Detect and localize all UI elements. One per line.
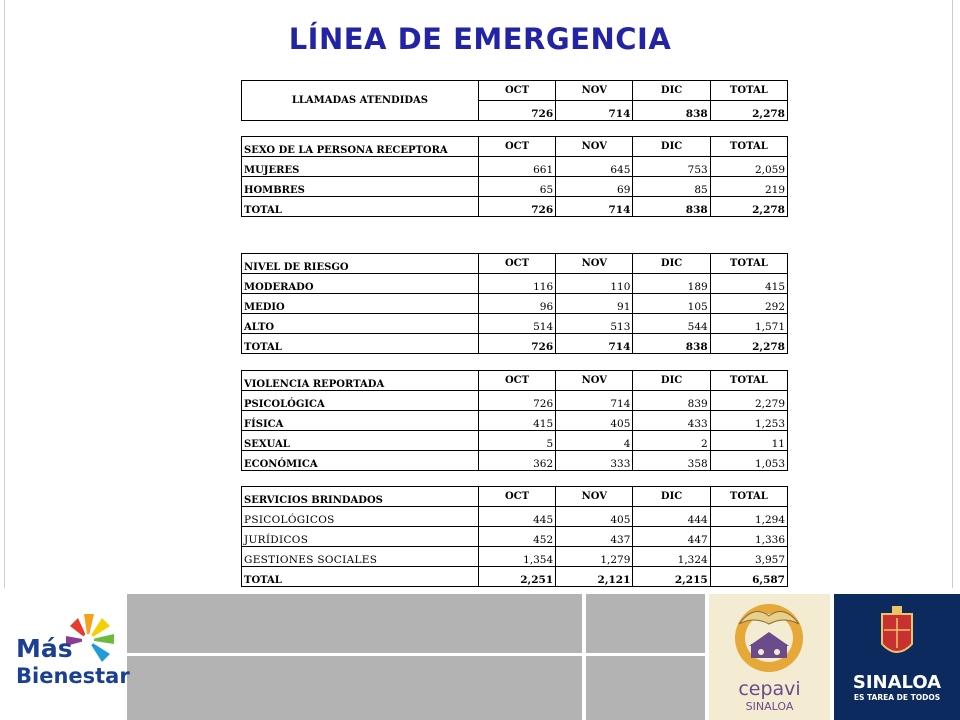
cell-total: 2,059: [710, 157, 787, 177]
cell-oct: 514: [478, 314, 555, 334]
row-label: MODERADO: [242, 274, 479, 294]
cepavi-emblem-icon: [709, 594, 830, 684]
riesgo-label: NIVEL DE RIESGO: [242, 254, 479, 274]
row-label: ECONÓMICA: [242, 451, 479, 471]
cell-nov: 69: [556, 177, 633, 197]
table-row: [242, 294, 788, 314]
cell-total: 415: [710, 274, 787, 294]
cell-nov: 91: [556, 294, 633, 314]
header-total: TOTAL: [710, 254, 787, 274]
page-title: LÍNEA DE EMERGENCIA: [288, 22, 672, 56]
sexo-label: SEXO DE LA PERSONA RECEPTORA: [242, 137, 479, 157]
header-nov: NOV: [556, 81, 633, 101]
cell-nov: 714: [556, 101, 633, 121]
header-dic: DIC: [633, 137, 710, 157]
table-llamadas: [241, 80, 788, 121]
table-row: [242, 507, 788, 527]
cepavi-sub-text: SINALOA: [745, 700, 794, 713]
footer-gray-block: [127, 656, 582, 720]
cell-oct: 116: [478, 274, 555, 294]
table-row: [242, 431, 788, 451]
table-row: [242, 451, 788, 471]
cell-total: 1,294: [710, 507, 787, 527]
sinaloa-sub-text: ES TAREA DE TODOS: [853, 693, 941, 702]
right-border: [952, 0, 953, 588]
cell-total: 3,957: [710, 547, 787, 567]
cell-oct: 726: [478, 391, 555, 411]
mas-logo-text: Más: [16, 634, 73, 663]
cell-nov: 1,279: [556, 547, 633, 567]
cell-dic: 838: [633, 197, 710, 217]
header-oct: OCT: [478, 254, 555, 274]
cell-oct: 726: [478, 101, 555, 121]
cell-dic: 105: [633, 294, 710, 314]
cell-oct: 5: [478, 431, 555, 451]
cell-dic: 838: [633, 101, 710, 121]
header-nov: NOV: [556, 137, 633, 157]
cell-oct: 726: [478, 334, 555, 354]
cell-total: 6,587: [710, 567, 787, 587]
cell-oct: 445: [478, 507, 555, 527]
cell-nov: 2,121: [556, 567, 633, 587]
footer-gray-block: [586, 656, 705, 720]
left-border: [4, 0, 5, 588]
row-label: PSICOLÓGICOS: [242, 507, 479, 527]
row-label: ALTO: [242, 314, 479, 334]
header-dic: DIC: [633, 371, 710, 391]
header-total: TOTAL: [710, 137, 787, 157]
row-label: MEDIO: [242, 294, 479, 314]
cell-total: 1,053: [710, 451, 787, 471]
cell-dic: 2: [633, 431, 710, 451]
cell-total: 1,336: [710, 527, 787, 547]
footer-gray-block: [586, 594, 705, 653]
table-row: [242, 197, 788, 217]
cell-nov: 645: [556, 157, 633, 177]
sinaloa-logo-text: SINALOA: [852, 672, 942, 693]
cell-oct: 362: [478, 451, 555, 471]
header-dic: DIC: [633, 254, 710, 274]
cell-nov: 4: [556, 431, 633, 451]
cell-oct: 65: [478, 177, 555, 197]
row-label: TOTAL: [242, 567, 479, 587]
servicios-label: SERVICIOS BRINDADOS: [242, 487, 479, 507]
row-label: JURÍDICOS: [242, 527, 479, 547]
llamadas-label: LLAMADAS ATENDIDAS: [242, 81, 479, 121]
cell-total: 292: [710, 294, 787, 314]
cell-total: 2,278: [710, 197, 787, 217]
cell-total: 11: [710, 431, 787, 451]
cell-nov: 714: [556, 334, 633, 354]
cell-nov: 333: [556, 451, 633, 471]
cell-oct: 2,251: [478, 567, 555, 587]
header-dic: DIC: [633, 81, 710, 101]
row-label: TOTAL: [242, 334, 479, 354]
cell-total: 219: [710, 177, 787, 197]
table-row: [242, 274, 788, 294]
cell-dic: 2,215: [633, 567, 710, 587]
row-label: FÍSICA: [242, 411, 479, 431]
cell-dic: 839: [633, 391, 710, 411]
cell-dic: 358: [633, 451, 710, 471]
cell-nov: 714: [556, 197, 633, 217]
cell-dic: 189: [633, 274, 710, 294]
cepavi-logo-text: cepavi: [738, 678, 801, 700]
cell-dic: 1,324: [633, 547, 710, 567]
header-oct: OCT: [478, 137, 555, 157]
cell-nov: 513: [556, 314, 633, 334]
cell-total: 1,571: [710, 314, 787, 334]
table-row: [242, 567, 788, 587]
cell-dic: 838: [633, 334, 710, 354]
header-oct: OCT: [478, 81, 555, 101]
violencia-label: VIOLENCIA REPORTADA: [242, 371, 479, 391]
table-row: [242, 391, 788, 411]
table-servicios: [241, 486, 788, 587]
cell-total: 2,279: [710, 391, 787, 411]
table-row: [242, 177, 788, 197]
header-oct: OCT: [478, 371, 555, 391]
table-violencia: [241, 370, 788, 471]
row-label: MUJERES: [242, 157, 479, 177]
table-row: [242, 314, 788, 334]
cell-total: 2,278: [710, 101, 787, 121]
table-row: [242, 527, 788, 547]
row-label: GESTIONES SOCIALES: [242, 547, 479, 567]
cell-oct: 726: [478, 197, 555, 217]
cell-nov: 714: [556, 391, 633, 411]
cell-oct: 661: [478, 157, 555, 177]
cell-oct: 415: [478, 411, 555, 431]
header-dic: DIC: [633, 487, 710, 507]
cell-dic: 444: [633, 507, 710, 527]
cell-oct: 1,354: [478, 547, 555, 567]
header-total: TOTAL: [710, 487, 787, 507]
cell-dic: 753: [633, 157, 710, 177]
cell-nov: 110: [556, 274, 633, 294]
table-row: [242, 157, 788, 177]
cell-dic: 85: [633, 177, 710, 197]
row-label: PSICOLÓGICA: [242, 391, 479, 411]
header-total: TOTAL: [710, 371, 787, 391]
cell-dic: 433: [633, 411, 710, 431]
row-label: SEXUAL: [242, 431, 479, 451]
header-nov: NOV: [556, 254, 633, 274]
table-row: [242, 334, 788, 354]
cell-dic: 447: [633, 527, 710, 547]
table-sexo: [241, 136, 788, 217]
cell-dic: 544: [633, 314, 710, 334]
sinaloa-shield-icon: [834, 594, 960, 672]
row-label: TOTAL: [242, 197, 479, 217]
table-riesgo: [241, 253, 788, 354]
cell-nov: 437: [556, 527, 633, 547]
table-row: [242, 411, 788, 431]
cell-total: 1,253: [710, 411, 787, 431]
cell-total: 2,278: [710, 334, 787, 354]
cell-nov: 405: [556, 411, 633, 431]
header-oct: OCT: [478, 487, 555, 507]
header-total: TOTAL: [710, 81, 787, 101]
cell-oct: 96: [478, 294, 555, 314]
row-label: HOMBRES: [242, 177, 479, 197]
header-nov: NOV: [556, 371, 633, 391]
footer-gray-block: [127, 594, 582, 653]
cell-nov: 405: [556, 507, 633, 527]
table-row: [242, 547, 788, 567]
bienestar-logo-text: Bienestar: [16, 664, 130, 688]
cell-oct: 452: [478, 527, 555, 547]
header-nov: NOV: [556, 487, 633, 507]
